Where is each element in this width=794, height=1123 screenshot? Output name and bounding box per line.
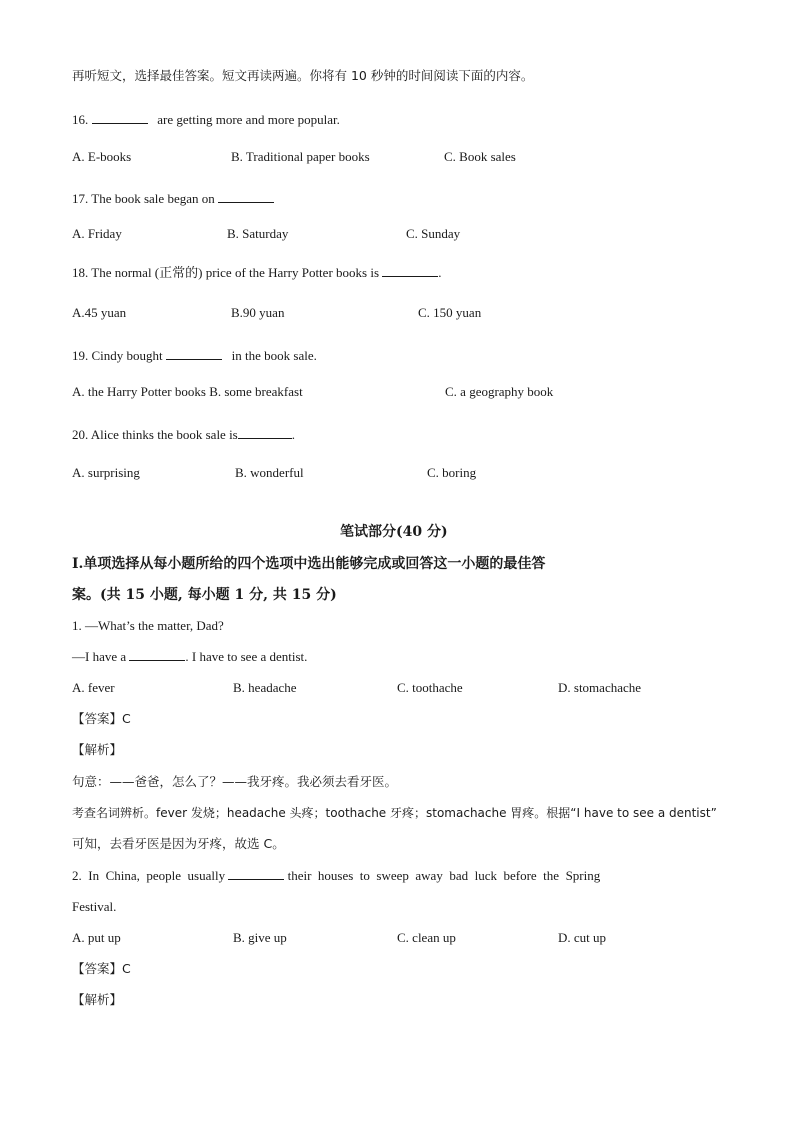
option-c: C. clean up: [397, 930, 456, 945]
analysis-text-2: 考查名词辨析。fever 发烧；headache 头疼；toothache 牙疼；stomachache 胃疼。根据“I have to see a dentist”: [72, 806, 717, 820]
answer-blank: [218, 190, 274, 203]
question-stem: are getting more and more popular.: [157, 112, 340, 127]
question-number: 19.: [72, 348, 89, 363]
question-text-end: . I have to see a dentist.: [185, 649, 308, 664]
answer-blank: [166, 347, 222, 360]
option-c: C. toothache: [397, 680, 463, 695]
option-d: D. stomachache: [558, 680, 642, 695]
option-c: C. Book sales: [444, 149, 516, 164]
question-stem: The normal (正常的) price of the Harry Potter books is: [91, 265, 379, 280]
answer-label: 【答案】C: [72, 961, 131, 976]
option-b: B. headache: [233, 680, 297, 695]
question-1-line1: 1. —What’s the matter, Dad?: [72, 618, 224, 633]
question-stem: Cindy bought: [91, 348, 163, 363]
question-18: [72, 264, 442, 282]
option-b: B. Traditional paper books: [231, 149, 370, 164]
analysis-label: 【解析】: [72, 742, 123, 757]
question-stem: Alice thinks the book sale is: [90, 427, 238, 442]
section-heading-line1: I.单项选择从每小题所给的四个选项中选出能够完成或回答这一小题的最佳答: [72, 556, 546, 572]
analysis-text-1: 句意：——爸爸，怎么了？——我牙疼。我必须去看牙医。: [72, 774, 398, 789]
option-b: B.90 yuan: [231, 305, 285, 320]
option-a: A. Friday: [72, 226, 122, 241]
option-a: A.45 yuan: [72, 305, 127, 320]
question-2-line2: Festival.: [72, 899, 117, 914]
option-b: B. give up: [233, 930, 287, 945]
option-b: B. wonderful: [235, 465, 304, 480]
question-1-line2: [72, 648, 307, 666]
question-2-line1: [72, 867, 600, 885]
option-c: C. a geography book: [445, 384, 554, 399]
section-heading-line2: 案。(共 15 小题, 每小题 1 分, 共 15 分): [72, 587, 337, 603]
answer-blank: [382, 264, 438, 277]
option-a: A. E-books: [72, 149, 132, 164]
listening-instructions: 再听短文，选择最佳答案。短文再读两遍。你将有 10 秒钟的时间阅读下面的内容。: [72, 68, 534, 83]
option-a-b: A. the Harry Potter books B. some breakfast: [72, 384, 303, 399]
option-b: B. Saturday: [227, 226, 289, 241]
answer-blank: [228, 867, 284, 880]
answer-blank: [92, 111, 148, 124]
question-text-end: their houses to sweep away bad luck before the Spring: [287, 868, 601, 883]
question-20: [72, 426, 295, 444]
answer-blank: [238, 426, 292, 439]
option-d: D. cut up: [558, 930, 607, 945]
question-16: [72, 111, 340, 129]
question-stem-end: .: [438, 265, 442, 280]
question-number: 17.: [72, 191, 89, 206]
question-19: [72, 347, 317, 365]
question-text: —I have a: [72, 649, 127, 664]
question-stem-end: .: [291, 427, 295, 442]
question-stem-end: in the book sale.: [231, 348, 317, 363]
question-17: [72, 190, 274, 208]
option-c: C. boring: [427, 465, 477, 480]
option-a: A. put up: [72, 930, 121, 945]
question-stem: The book sale began on: [91, 191, 215, 206]
option-c: C. 150 yuan: [418, 305, 482, 320]
question-text: 2. In China, people usually: [72, 868, 226, 883]
answer-label: 【答案】C: [72, 711, 131, 726]
question-number: 16.: [72, 112, 89, 127]
option-a: A. surprising: [72, 465, 140, 480]
question-number: 20.: [72, 427, 89, 442]
question-number: 18.: [72, 265, 89, 280]
analysis-label: 【解析】: [72, 992, 123, 1007]
answer-blank: [129, 648, 185, 661]
section-title: 笔试部分(40 分): [340, 524, 448, 540]
option-c: C. Sunday: [406, 226, 461, 241]
analysis-text-3: 可知，去看牙医是因为牙疼，故选 C。: [72, 836, 285, 851]
option-a: A. fever: [72, 680, 115, 695]
